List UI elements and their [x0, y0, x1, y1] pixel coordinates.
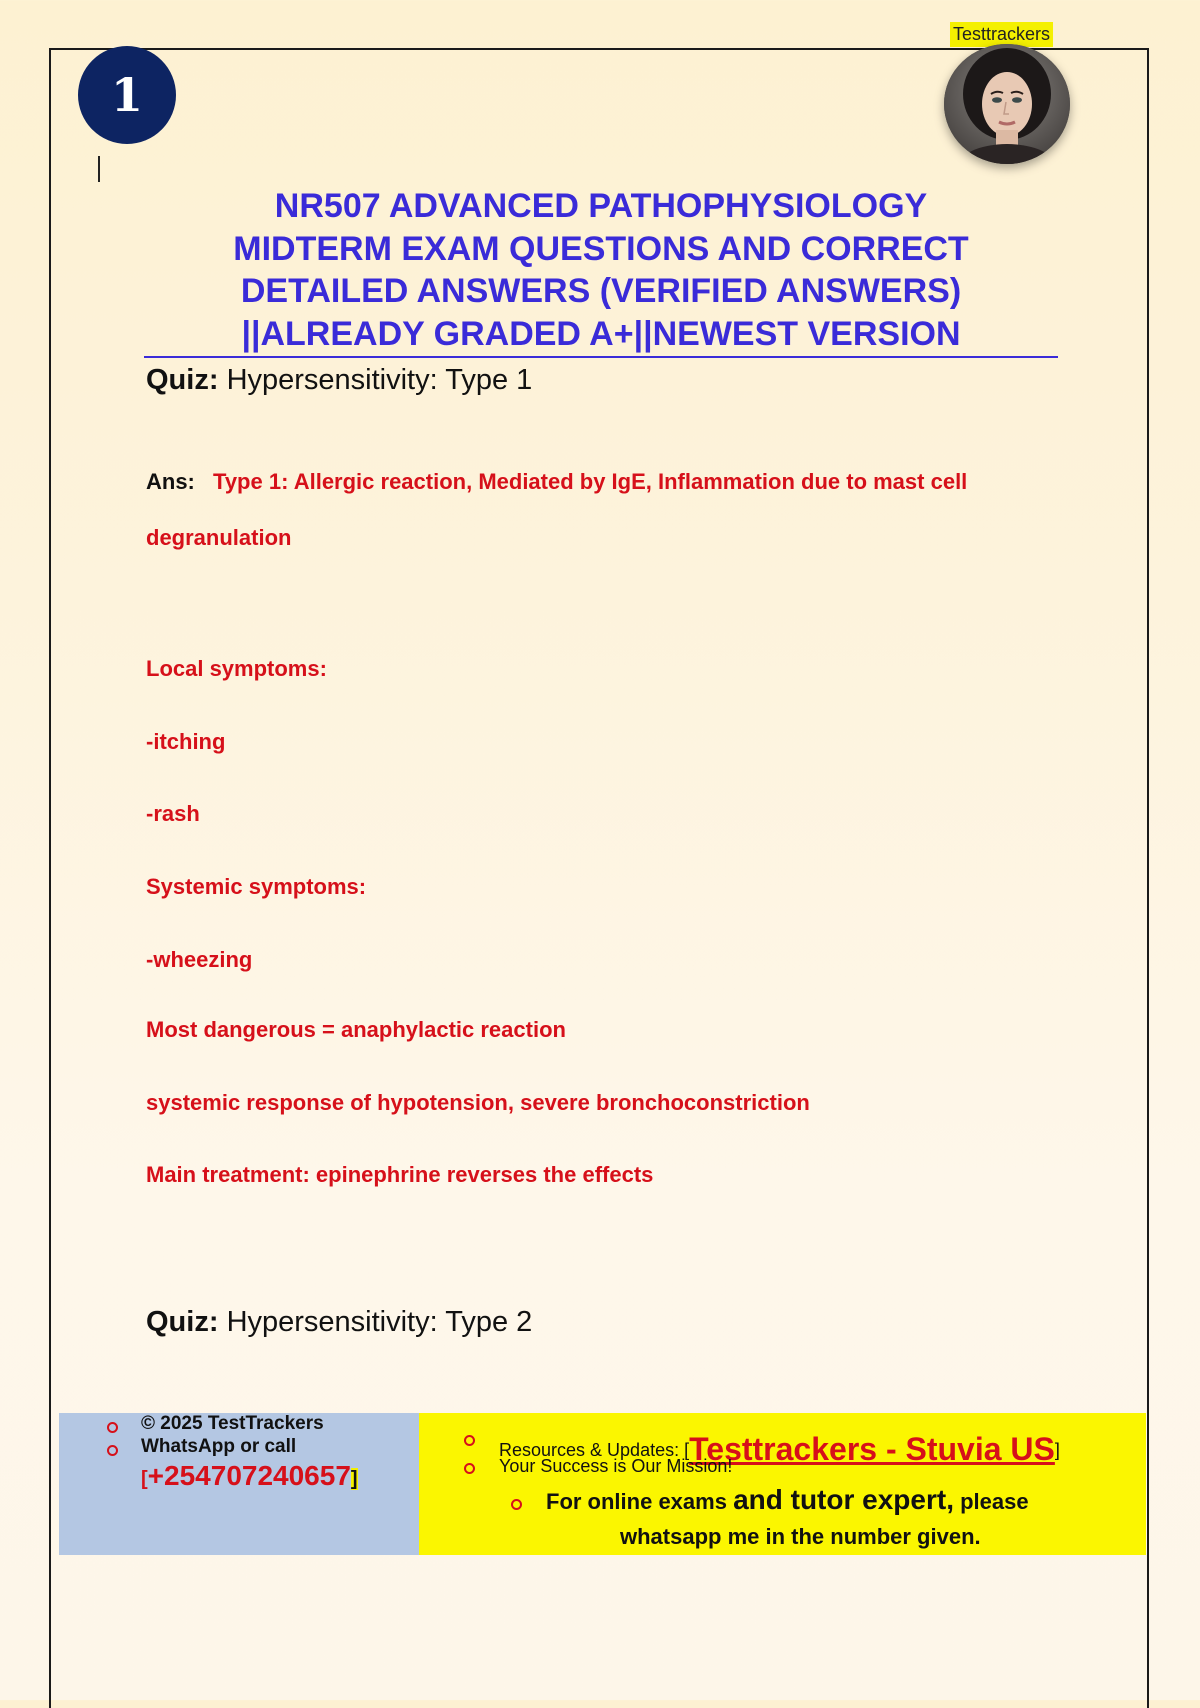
- phone-bracket: [: [141, 1468, 148, 1490]
- title-line: MIDTERM EXAM QUESTIONS AND CORRECT: [233, 229, 969, 268]
- quiz-text: Hypersensitivity: Type 1: [226, 364, 533, 396]
- detail-rash: -rash: [146, 801, 200, 826]
- detail-main-treatment: Main treatment: epinephrine reverses the effects: [146, 1162, 654, 1187]
- resources-bracket: ]: [1054, 1440, 1060, 1460]
- detail-itching: -itching: [146, 729, 226, 754]
- text-cursor: [98, 156, 100, 182]
- footer-phone[interactable]: [141, 1460, 358, 1492]
- detail-most-dangerous: Most dangerous = anaphylactic reaction: [146, 1017, 566, 1042]
- portrait-image: [944, 44, 1070, 164]
- footer-contact-label: WhatsApp or call: [141, 1436, 297, 1457]
- bullet-icon: [107, 1422, 118, 1433]
- phone-bracket: ]: [350, 1468, 358, 1490]
- answer-label: Ans:: [146, 469, 195, 494]
- answer-text: Type 1: Allergic reaction, Mediated by IgE, Inflammation due to mast cell degranulation: [146, 469, 968, 550]
- promo-text: For online exams: [546, 1489, 734, 1514]
- page-number-badge: 1: [78, 46, 176, 144]
- detail-wheezing: -wheezing: [146, 947, 253, 972]
- bullet-icon: [464, 1463, 475, 1474]
- detail-local-symptoms: Local symptoms:: [146, 656, 327, 681]
- footer-mission: Your Success is Our Mission!: [499, 1456, 733, 1476]
- title-line: DETAILED ANSWERS (VERIFIED ANSWERS): [240, 272, 962, 310]
- title-line: NR507 ADVANCED PATHOPHYSIOLOGY: [274, 187, 928, 225]
- bullet-icon: [107, 1445, 118, 1456]
- quiz-label: Quiz:: [146, 364, 219, 396]
- bullet-icon: [464, 1435, 475, 1446]
- detail-systemic-symptoms: Systemic symptoms:: [146, 874, 367, 899]
- quiz-question-2: [146, 1306, 532, 1339]
- bullet-icon: [511, 1499, 522, 1510]
- quiz-text: Hypersensitivity: Type 2: [226, 1306, 533, 1338]
- quiz-label: Quiz:: [146, 1306, 219, 1338]
- answer-block: [146, 454, 1076, 566]
- resources-link[interactable]: Testtrackers - Stuvia US: [689, 1431, 1055, 1467]
- promo-text: please: [953, 1489, 1029, 1514]
- title-underline: [144, 356, 1058, 358]
- quiz-question-1: [146, 364, 532, 397]
- title-line: ||ALREADY GRADED A+||NEWEST VERSION: [241, 314, 961, 353]
- resources-label: Resources & Updates: [: [499, 1440, 690, 1460]
- author-avatar: [944, 44, 1070, 164]
- footer-promo-line2: whatsapp me in the number given.: [620, 1524, 981, 1549]
- brand-tag: Testtrackers: [950, 22, 1053, 47]
- promo-highlight: and tutor expert,: [733, 1484, 954, 1515]
- footer-promo: [546, 1484, 1029, 1516]
- phone-number[interactable]: +254707240657: [147, 1460, 351, 1491]
- detail-systemic-response: systemic response of hypotension, severe bronchoconstriction: [146, 1090, 810, 1115]
- footer-copyright: © 2025 TestTrackers: [141, 1413, 324, 1434]
- document-title: [145, 185, 1057, 355]
